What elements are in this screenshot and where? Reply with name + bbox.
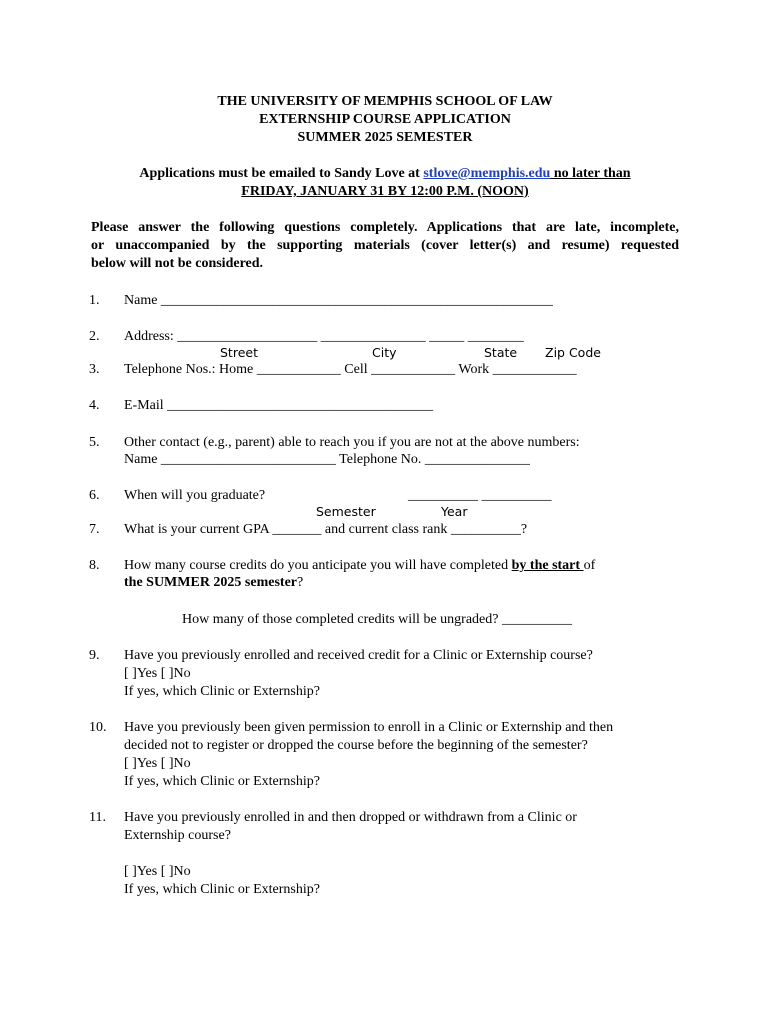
instructions-line-1: Please answer the following questions completely. Applications that are late, incomplete,: [91, 220, 679, 235]
email-link[interactable]: stlove@memphis.edu: [423, 166, 551, 181]
dropped-before-prompt: Have you previously been given permission to enroll in a Clinic or Externship and then: [124, 720, 614, 735]
question-number: 11.: [89, 810, 106, 825]
notice-suffix: no later than: [550, 166, 631, 181]
zip-code-label: Zip Code: [545, 345, 601, 360]
other-contact-fields[interactable]: Name _________________________ Telephone No. _______________: [124, 452, 530, 467]
deadline: FRIDAY, JANUARY 31 BY 12:00 P.M. (NOON): [241, 184, 529, 199]
question-number: 8.: [89, 558, 100, 573]
name-field[interactable]: Name ________________________________________________________: [124, 293, 553, 308]
credits-prompt-line-2: [124, 575, 303, 591]
state-label: State: [484, 345, 518, 360]
telephone-fields[interactable]: Telephone Nos.: Home ____________ Cell ____________ Work ____________: [124, 362, 577, 377]
question-number: 9.: [89, 648, 100, 663]
email-field[interactable]: E-Mail ______________________________________: [124, 398, 434, 413]
withdrawn-prompt: Have you previously enrolled in and then dropped or withdrawn from a Clinic or: [124, 810, 577, 825]
withdrawn-followup[interactable]: If yes, which Clinic or Externship?: [124, 882, 320, 897]
question-number: 3.: [89, 362, 100, 377]
credits-prompt: [124, 558, 595, 574]
question-number: 10.: [89, 720, 107, 735]
question-number: 1.: [89, 293, 100, 308]
header-line-school: THE UNIVERSITY OF MEMPHIS SCHOOL OF LAW: [217, 94, 553, 109]
credits-prompt-text: How many course credits do you anticipate you will have completed: [124, 558, 512, 573]
street-label: Street: [220, 345, 258, 360]
other-contact-prompt: Other contact (e.g., parent) able to reach you if you are not at the above numbers:: [124, 435, 580, 450]
credits-question-mark: ?: [297, 575, 304, 590]
withdrawn-prompt-line-2: Externship course?: [124, 828, 231, 843]
graduation-fields[interactable]: __________ __________: [408, 488, 552, 503]
header-line-title: EXTERNSHIP COURSE APPLICATION: [259, 112, 511, 127]
question-number: 4.: [89, 398, 100, 413]
header-line-semester: SUMMER 2025 SEMESTER: [297, 130, 473, 145]
address-field[interactable]: Address: ____________________ _______________ _____ ________: [124, 329, 524, 344]
prior-clinic-prompt: Have you previously enrolled and received credit for a Clinic or Externship course?: [124, 648, 593, 663]
gpa-rank-fields[interactable]: What is your current GPA _______ and current class rank __________?: [124, 522, 528, 537]
withdrawn-checkboxes[interactable]: [ ]Yes [ ]No: [124, 864, 191, 879]
credits-prompt-end: of: [583, 558, 596, 573]
semester-label: Semester: [316, 504, 376, 519]
graduation-prompt: When will you graduate?: [124, 488, 266, 503]
credits-prompt-emphasis: by the start: [511, 558, 584, 573]
prior-clinic-followup[interactable]: If yes, which Clinic or Externship?: [124, 684, 320, 699]
ungraded-credits-field[interactable]: How many of those completed credits will be ungraded? __________: [182, 612, 572, 627]
dropped-before-prompt-line-2: decided not to register or dropped the course before the beginning of the semester?: [124, 738, 588, 753]
question-number: 2.: [89, 329, 100, 344]
dropped-before-followup[interactable]: If yes, which Clinic or Externship?: [124, 774, 320, 789]
submission-notice: [0, 166, 770, 182]
city-label: City: [372, 345, 397, 360]
dropped-before-checkboxes[interactable]: [ ]Yes [ ]No: [124, 756, 191, 771]
notice-prefix: Applications must be emailed to Sandy Love at: [139, 166, 424, 181]
question-number: 6.: [89, 488, 100, 503]
question-number: 7.: [89, 522, 100, 537]
credits-semester: the SUMMER 2025 semester: [124, 575, 298, 590]
instructions-line-2: or unaccompanied by the supporting materials (cover letter(s) and resume) requested: [91, 238, 679, 253]
question-number: 5.: [89, 435, 100, 450]
year-label: Year: [441, 504, 468, 519]
prior-clinic-checkboxes[interactable]: [ ]Yes [ ]No: [124, 666, 191, 681]
instructions-line-3: below will not be considered.: [91, 256, 264, 271]
